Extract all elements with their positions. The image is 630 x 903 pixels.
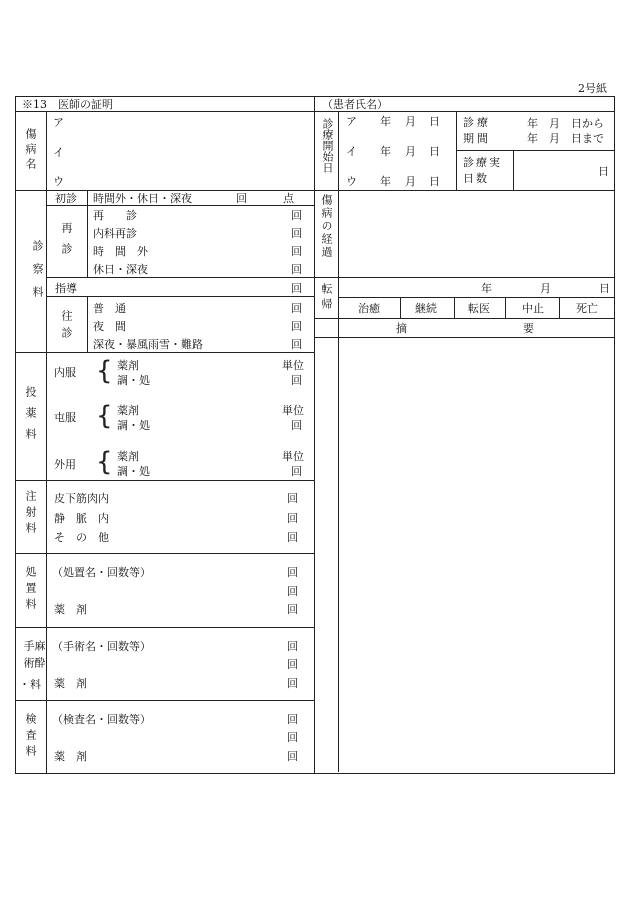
start-kana-a: ア (346, 115, 357, 128)
rule (15, 111, 615, 112)
rule (87, 190, 88, 206)
rule (454, 297, 455, 319)
summary-label-b: 要 (523, 322, 534, 335)
first-visit-count: 回 (236, 192, 247, 205)
home-visit-count: 回 (291, 320, 302, 333)
medication-group-label: 内服 (54, 366, 76, 379)
revisit-row: 休日・深夜 (93, 263, 148, 276)
rule (456, 111, 457, 191)
start-year-a: 年 (380, 115, 391, 128)
form-number: 2号紙 (578, 82, 607, 95)
summary-label-a: 摘 (396, 322, 407, 335)
outcome-option-stopped[interactable]: 中止 (522, 302, 544, 315)
surgery-count: 回 (287, 677, 298, 690)
treatment-start-label: 診療開始日 (321, 118, 334, 173)
rule (314, 337, 614, 338)
outcome-option-deceased[interactable]: 死亡 (576, 302, 598, 315)
examination-name-text: （検査名・回数等） (52, 713, 151, 726)
period-to: 年 月 日まで (527, 132, 604, 145)
start-year-i: 年 (380, 145, 391, 158)
examination-count: 回 (287, 750, 298, 763)
rule (15, 553, 315, 554)
drug-unit: 単位 (282, 404, 304, 417)
procedure-name-text: （処置名・回数等） (52, 566, 151, 579)
start-kana-u: ウ (346, 175, 357, 188)
outcome-option-cured[interactable]: 治癒 (358, 302, 380, 315)
rule (456, 150, 614, 151)
procedure-label: 処置料 (24, 566, 37, 614)
first-visit-text: 時間外・休日・深夜 (93, 192, 192, 205)
rule (15, 190, 315, 191)
drug-unit: 単位 (282, 450, 304, 463)
start-month-i: 月 (405, 145, 416, 158)
prep-label: 調・処 (117, 465, 150, 478)
examination-label: 検査料 (24, 713, 37, 761)
home-visit-count: 回 (291, 338, 302, 351)
outcome-year: 年 (481, 282, 492, 295)
home-visit-row: 深夜・暴風雨雪・難路 (93, 338, 203, 351)
rule (400, 297, 401, 319)
medication-group-label: 屯服 (54, 411, 76, 424)
actual-days-label: 診療実日数 (463, 156, 502, 185)
surgery-count: 回 (287, 658, 298, 671)
guidance-label: 指導 (55, 282, 77, 295)
start-day-i: 日 (429, 145, 440, 158)
surgery-label-a-text: 手術 (22, 640, 35, 674)
rule (338, 111, 339, 772)
consultation-label (24, 240, 44, 319)
drug-label: 薬剤 (117, 404, 139, 417)
surgery-label-b-text: 麻酔 (33, 640, 46, 674)
prep-label: 調・処 (117, 419, 150, 432)
prep-unit: 回 (291, 465, 302, 478)
rule (559, 297, 560, 319)
rule (15, 480, 315, 481)
guidance-count: 回 (291, 282, 302, 295)
rule (46, 111, 47, 774)
procedure-count: 回 (287, 585, 298, 598)
medication-group-label: 外用 (54, 458, 76, 471)
start-day-a: 日 (429, 115, 440, 128)
outcome-label: 転帰 (320, 283, 333, 313)
rule (314, 277, 614, 278)
rule (15, 773, 615, 774)
surgery-label-c: ・料 (19, 678, 41, 691)
rule (15, 352, 315, 353)
rule (87, 296, 88, 353)
procedure-count: 回 (287, 603, 298, 616)
outcome-option-continued[interactable]: 継続 (415, 302, 437, 315)
prep-unit: 回 (291, 374, 302, 387)
surgery-count: 回 (287, 640, 298, 653)
injury-label: 傷病名 (24, 128, 37, 173)
home-visit-row: 夜 間 (93, 320, 126, 333)
injury-item-a: ア (53, 116, 64, 129)
start-year-u: 年 (380, 175, 391, 188)
surgery-drug: 薬 剤 (54, 677, 87, 690)
medication-label: 投薬料 (24, 386, 37, 449)
rule (314, 318, 614, 319)
drug-label: 薬剤 (117, 450, 139, 463)
injection-row: そ の 他 (54, 531, 109, 544)
rule (513, 150, 514, 191)
procedure-drug: 薬 剤 (54, 603, 87, 616)
injection-label: 注射料 (24, 490, 37, 538)
revisit-count: 回 (291, 245, 302, 258)
injection-count: 回 (287, 492, 298, 505)
injury-item-i: イ (53, 146, 64, 159)
actual-days-unit: 日 (598, 165, 609, 178)
surgery-label-b (33, 640, 46, 677)
course-label: 傷病の経過 (320, 194, 333, 259)
procedure-count: 回 (287, 566, 298, 579)
brace-icon: { (96, 447, 113, 477)
first-visit-label: 初診 (55, 192, 77, 205)
outcome-option-transferred[interactable]: 転医 (468, 302, 490, 315)
examination-count: 回 (287, 713, 298, 726)
patient-name-label: （患者氏名） (322, 98, 388, 111)
rule (505, 297, 506, 319)
surgery-name-text: （手術名・回数等） (52, 640, 151, 653)
rule (314, 96, 315, 774)
start-kana-i: イ (346, 145, 357, 158)
revisit-count: 回 (291, 209, 302, 222)
rule (87, 205, 88, 278)
injection-row: 静 脈 内 (54, 512, 109, 525)
revisit-row: 時 間 外 (93, 245, 148, 258)
prep-label: 調・処 (117, 374, 150, 387)
prep-unit: 回 (291, 419, 302, 432)
home-visit-row: 普 通 (93, 302, 126, 315)
rule (338, 297, 614, 298)
revisit-count: 回 (291, 227, 302, 240)
start-month-a: 月 (405, 115, 416, 128)
revisit-count: 回 (291, 263, 302, 276)
rule (314, 190, 614, 191)
home-visit-label: 往診 (60, 310, 73, 344)
home-visit-count: 回 (291, 302, 302, 315)
injection-count: 回 (287, 512, 298, 525)
drug-label: 薬剤 (117, 359, 139, 372)
injection-row: 皮下筋肉内 (54, 492, 109, 505)
drug-unit: 単位 (282, 359, 304, 372)
rule (15, 96, 615, 97)
revisit-row: 再 診 (93, 209, 137, 222)
brace-icon: { (96, 401, 113, 431)
section-title: ※13 医師の証明 (22, 98, 113, 111)
rule (614, 96, 615, 774)
start-day-u: 日 (429, 175, 440, 188)
period-from: 年 月 日から (527, 117, 604, 130)
first-visit-points: 点 (283, 192, 294, 205)
injection-count: 回 (287, 531, 298, 544)
rule (15, 627, 315, 628)
examination-count: 回 (287, 731, 298, 744)
revisit-row: 内科再診 (93, 227, 137, 240)
injury-item-u: ウ (53, 175, 64, 188)
revisit-label: 再診 (60, 222, 73, 264)
rule (15, 96, 16, 774)
outcome-day: 日 (599, 282, 610, 295)
rule (15, 700, 315, 701)
consultation-label-text: 診察料 (31, 240, 44, 309)
start-month-u: 月 (405, 175, 416, 188)
outcome-month: 月 (540, 282, 551, 295)
brace-icon: { (96, 356, 113, 386)
period-label: 診療期間 (463, 116, 491, 145)
examination-drug: 薬 剤 (54, 750, 87, 763)
